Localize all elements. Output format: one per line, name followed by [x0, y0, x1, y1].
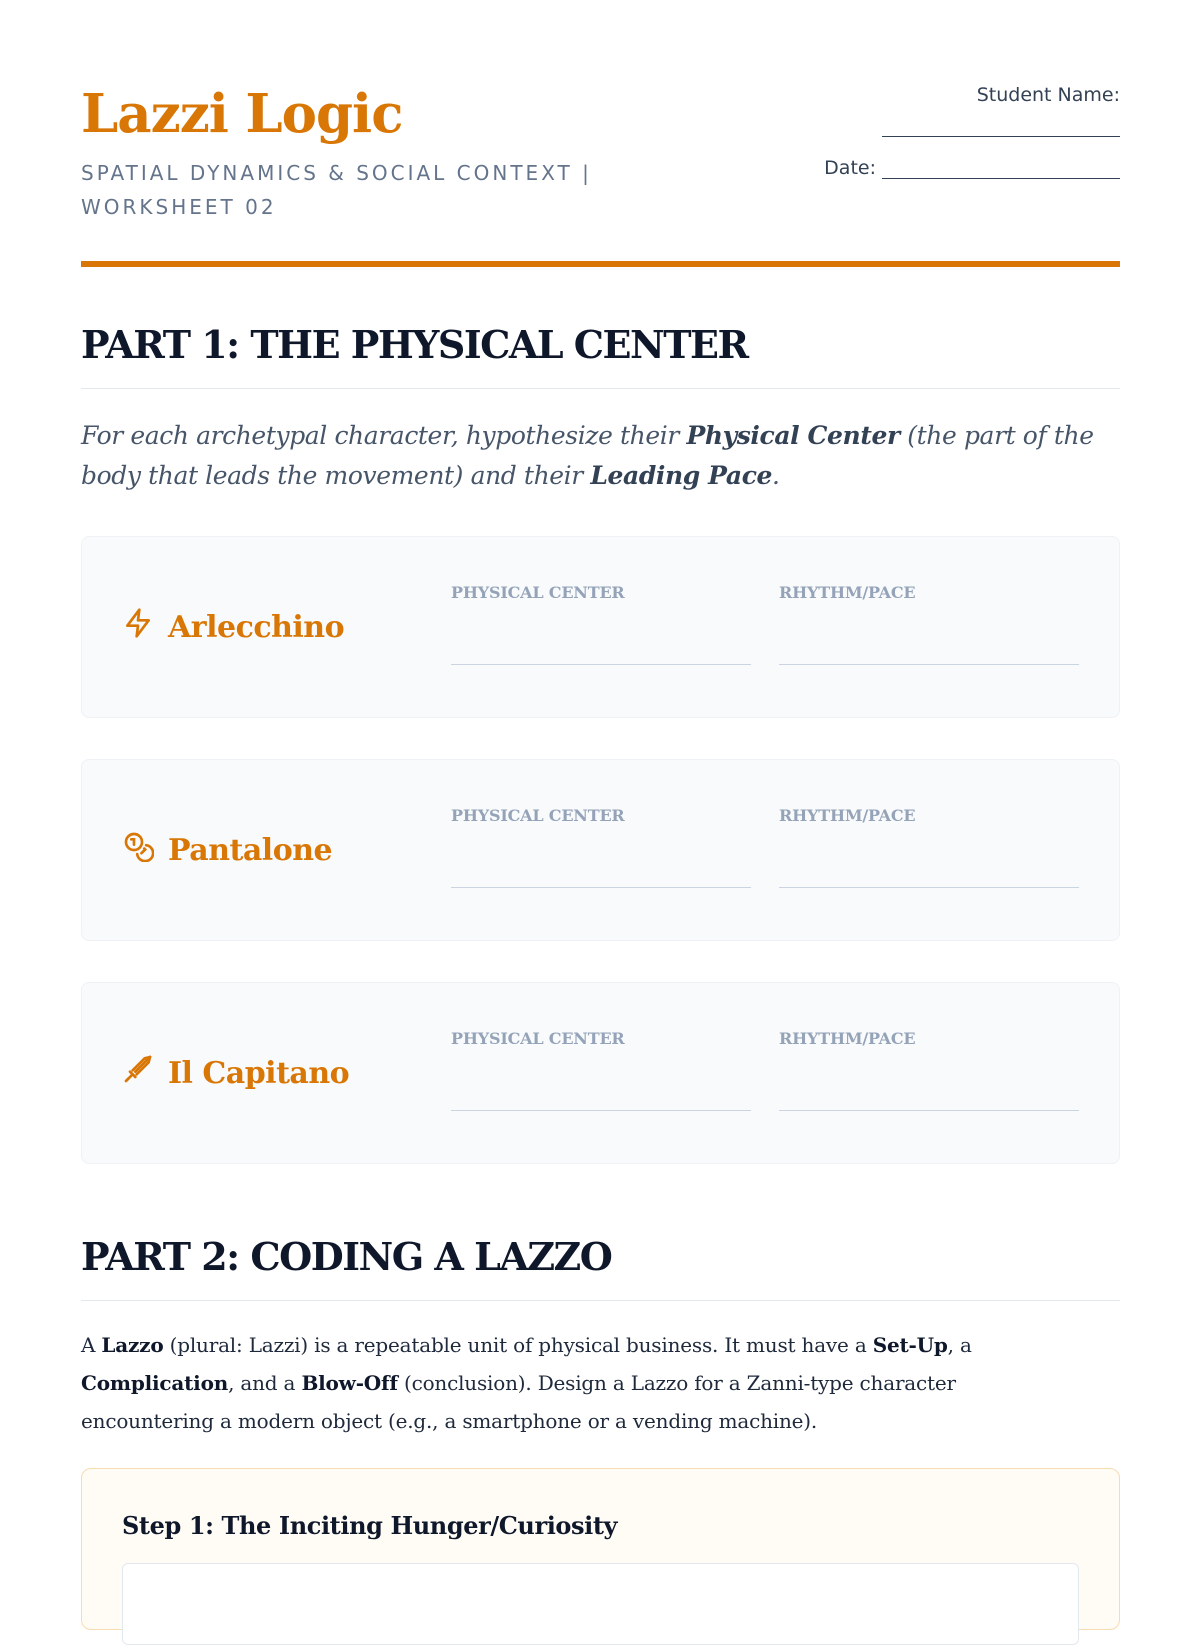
character-card-arlecchino [81, 536, 1120, 718]
sword-icon [122, 1053, 154, 1093]
physical-center-answer-line[interactable] [451, 664, 751, 665]
rhythm-pace-answer-line[interactable] [779, 1110, 1079, 1111]
rhythm-pace-label: RHYTHM/PACE [779, 583, 916, 602]
character-title [122, 830, 332, 870]
para-text: , a [947, 1333, 972, 1357]
para-text: A [81, 1333, 102, 1357]
para-term-complication: Complication [81, 1371, 229, 1395]
character-title [122, 607, 344, 647]
rhythm-pace-field[interactable] [779, 806, 1079, 888]
rhythm-pace-label: RHYTHM/PACE [779, 806, 916, 825]
intro-emphasis-leading-pace: Leading Pace [590, 461, 773, 490]
character-name: Pantalone [168, 832, 333, 868]
character-name: Arlecchino [168, 609, 345, 645]
worksheet-title: Lazzi Logic [81, 83, 403, 145]
worksheet-subtitle: SPATIAL DYNAMICS & SOCIAL CONTEXT | WORKSHEET 02 [81, 161, 592, 219]
character-card-pantalone [81, 759, 1120, 941]
rhythm-pace-answer-line[interactable] [779, 887, 1079, 888]
part2-heading: PART 2: CODING A LAZZO [81, 1234, 612, 1279]
student-name-row [800, 84, 1120, 137]
date-row [800, 157, 1120, 179]
intro-text: (the part of the body that leads the movement) and their [81, 421, 1094, 490]
physical-center-answer-line[interactable] [451, 887, 751, 888]
student-name-field[interactable] [882, 116, 1120, 137]
para-text: , and a [228, 1371, 302, 1395]
para-term-set-up: Set-Up [872, 1333, 948, 1357]
para-term-lazzo: Lazzo [101, 1333, 164, 1357]
rhythm-pace-field[interactable] [779, 583, 1079, 665]
physical-center-field[interactable] [451, 806, 751, 888]
step1-box [81, 1468, 1120, 1630]
step1-title: Step 1: The Inciting Hunger/Curiosity [122, 1511, 618, 1540]
date-field[interactable] [882, 158, 1120, 179]
student-name-label: Student Name: [976, 84, 1120, 106]
para-text: (plural: Lazzi) is a repeatable unit of physical business. It must have a [163, 1333, 873, 1357]
physical-center-label: PHYSICAL CENTER [451, 806, 625, 825]
character-name: Il Capitano [168, 1055, 350, 1091]
part2-instructions [81, 1326, 1081, 1440]
rhythm-pace-answer-line[interactable] [779, 664, 1079, 665]
physical-center-field[interactable] [451, 1029, 751, 1111]
part1-instructions [81, 416, 1120, 496]
part1-heading-rule [81, 388, 1120, 389]
coins-icon [122, 830, 154, 870]
header-divider [81, 261, 1120, 267]
date-label: Date: [824, 157, 876, 179]
part2-heading-rule [81, 1300, 1120, 1301]
physical-center-label: PHYSICAL CENTER [451, 583, 625, 602]
rhythm-pace-field[interactable] [779, 1029, 1079, 1111]
para-term-blow-off: Blow-Off [301, 1371, 398, 1395]
lightning-icon [122, 607, 154, 647]
para-text: (conclusion). Design a Lazzo for a Zanni-type character encountering a modern object (e.g., a smartphone or a vending machine). [81, 1371, 956, 1433]
physical-center-answer-line[interactable] [451, 1110, 751, 1111]
character-title [122, 1053, 349, 1093]
physical-center-label: PHYSICAL CENTER [451, 1029, 625, 1048]
intro-text: For each archetypal character, hypothesize their [81, 421, 687, 450]
intro-emphasis-physical-center: Physical Center [686, 421, 900, 450]
part1-heading: PART 1: THE PHYSICAL CENTER [81, 322, 748, 367]
physical-center-field[interactable] [451, 583, 751, 665]
student-info [800, 84, 1120, 179]
rhythm-pace-label: RHYTHM/PACE [779, 1029, 916, 1048]
step1-answer-field[interactable] [122, 1563, 1079, 1645]
character-card-il-capitano [81, 982, 1120, 1164]
intro-text: . [772, 461, 780, 490]
worksheet-header [81, 80, 1120, 219]
